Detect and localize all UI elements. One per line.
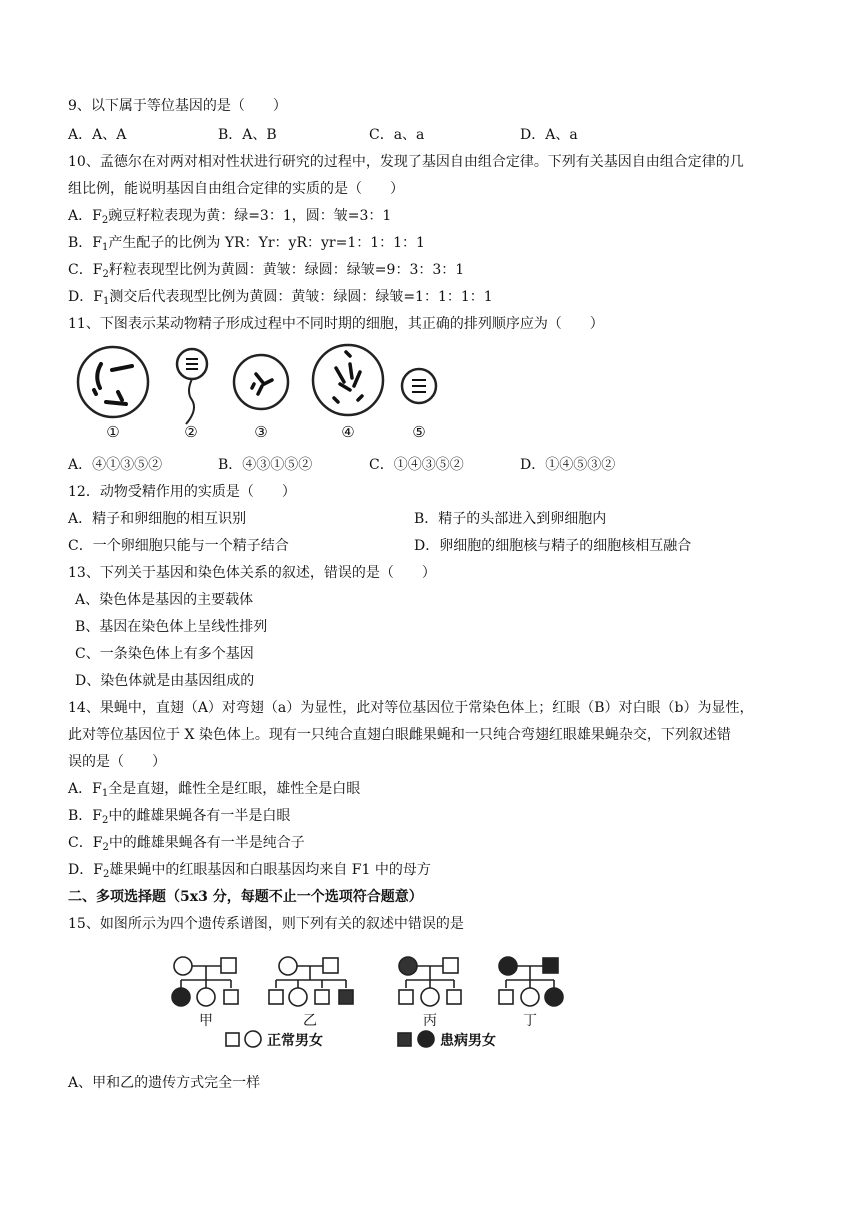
q15-option-a: A、甲和乙的遗传方式完全一样 [68, 1075, 261, 1091]
option-subscript: 2 [102, 869, 110, 880]
option-prefix: C．F [68, 835, 103, 851]
q14-option-a [68, 780, 360, 798]
q14-option-d [68, 861, 431, 879]
option-prefix: D．F [68, 862, 103, 878]
q13-option-a: A、染色体是基因的主要载体 [75, 592, 254, 608]
option-prefix: B．F [68, 808, 103, 824]
cell-label-3: ③ [254, 423, 268, 441]
q10-option-c [68, 261, 464, 279]
q9-option-c: C．a、a [369, 127, 425, 143]
q12-stem: 12．动物受精作用的实质是（ ） [68, 484, 296, 500]
q13-stem: 13、下列关于基因和染色体关系的叙述，错误的是（ ） [68, 565, 436, 581]
pedigree-label-yi: 乙 [303, 1013, 317, 1029]
pedigree-bing [399, 957, 461, 1006]
q12-option-a: A．精子和卵细胞的相互识别 [68, 511, 247, 527]
pedigree-ding [499, 957, 563, 1006]
option-text: 测交后代表现型比例为黄圆：黄皱：绿圆：绿皱=1：1：1：1 [109, 289, 493, 305]
option-subscript: 2 [102, 842, 109, 853]
option-prefix: C．F [68, 262, 103, 278]
q9-stem: 9、以下属于等位基因的是（ ） [68, 98, 287, 114]
q12-option-b: B．精子的头部进入到卵细胞内 [414, 511, 607, 527]
pedigree-label-ding: 丁 [523, 1013, 537, 1029]
q9-option-b: B．A、B [218, 127, 277, 143]
legend-normal-label: 正常男女 [267, 1033, 323, 1049]
q14-option-b [68, 807, 290, 825]
q14-option-c [68, 834, 305, 852]
legend-affected-label: 患病男女 [440, 1033, 496, 1049]
option-subscript: 2 [102, 269, 109, 280]
q13-option-b: B、基因在染色体上呈线性排列 [75, 619, 268, 635]
q13-option-c: C、一条染色体上有多个基因 [75, 646, 254, 662]
q14-stem-line1: 14、果蝇中，直翅（A）对弯翅（a）为显性，此对等位基因位于常染色体上；红眼（B）对白眼（b）为显性， [68, 700, 754, 716]
q14-stem-line3: 误的是（ ） [68, 754, 166, 770]
section-heading: 二、多项选择题（5x3 分，每题不止一个选项符合题意） [68, 889, 423, 905]
option-prefix: D．F [68, 289, 103, 305]
q9-option-d: D．A、a [520, 127, 578, 143]
q11-option-c: C．①④③⑤② [369, 457, 464, 473]
cell-label-5: ⑤ [412, 423, 426, 441]
option-text: 中的雌雄果蝇各有一半是白眼 [108, 808, 291, 824]
option-subscript: 1 [102, 242, 109, 253]
option-text: 产生配子的比例为 YR：Yr：yR：yr=1：1：1：1 [108, 235, 425, 251]
option-text: 豌豆籽粒表现为黄：绿=3：1，圆：皱=3：1 [108, 208, 392, 224]
pedigree-label-jia: 甲 [199, 1013, 213, 1029]
q15-pedigree-figure [168, 948, 588, 1058]
q11-option-d: D．①④⑤③② [520, 457, 616, 473]
option-prefix: B．F [68, 235, 103, 251]
q10-stem-line1: 10、孟德尔在对两对相对性状进行研究的过程中，发现了基因自由组合定律。下列有关基因自由组合定律的几 [68, 154, 744, 170]
q14-stem-line2: 此对等位基因位于 X 染色体上。现有一只纯合直翅白眼雌果蝇和一只纯合弯翅红眼雄果蝇杂交，下列叙述错 [68, 727, 731, 743]
q11-option-a: A．④①③⑤② [68, 457, 163, 473]
option-subscript: 1 [102, 296, 110, 307]
option-subscript: 2 [101, 215, 109, 226]
cell-label-4: ④ [341, 423, 355, 441]
q15-stem: 15、如图所示为四个遗传系谱图，则下列有关的叙述中错误的是 [68, 916, 464, 932]
option-text: 雄果蝇中的红眼基因和白眼基因均来自 F1 中的母方 [109, 862, 431, 878]
q10-option-d [68, 288, 493, 306]
q13-option-d: D、染色体就是由基因组成的 [75, 673, 255, 689]
q10-option-a [68, 207, 391, 225]
pedigree-yi [269, 957, 353, 1006]
option-subscript: 2 [102, 815, 109, 826]
q10-stem-line2: 组比例，能说明基因自由组合定律的实质的是（ ） [68, 181, 404, 197]
pedigree-label-bing: 丙 [423, 1013, 437, 1029]
q11-stem: 11、下图表示某动物精子形成过程中不同时期的细胞，其正确的排列顺序应为（ ） [68, 316, 604, 332]
q9-option-a: A．A、A [68, 127, 127, 143]
option-prefix: A．F [68, 781, 102, 797]
q10-option-b [68, 234, 425, 252]
cell-label-2: ② [184, 423, 198, 441]
q12-option-c: C．一个卵细胞只能与一个精子结合 [68, 538, 289, 554]
option-text: 全是直翅，雌性全是红眼，雄性全是白眼 [108, 781, 361, 797]
q12-option-d: D．卵细胞的细胞核与精子的细胞核相互融合 [414, 538, 692, 554]
q11-option-b: B．④③①⑤② [218, 457, 313, 473]
q11-cell-figure [68, 340, 468, 450]
option-subscript: 1 [101, 788, 109, 799]
cell-label-1: ① [106, 423, 120, 441]
option-prefix: A．F [68, 208, 102, 224]
option-text: 中的雌雄果蝇各有一半是纯合子 [108, 835, 305, 851]
pedigree-jia [172, 957, 238, 1006]
option-text: 籽粒表现型比例为黄圆：黄皱：绿圆：绿皱=9：3：3：1 [108, 262, 465, 278]
